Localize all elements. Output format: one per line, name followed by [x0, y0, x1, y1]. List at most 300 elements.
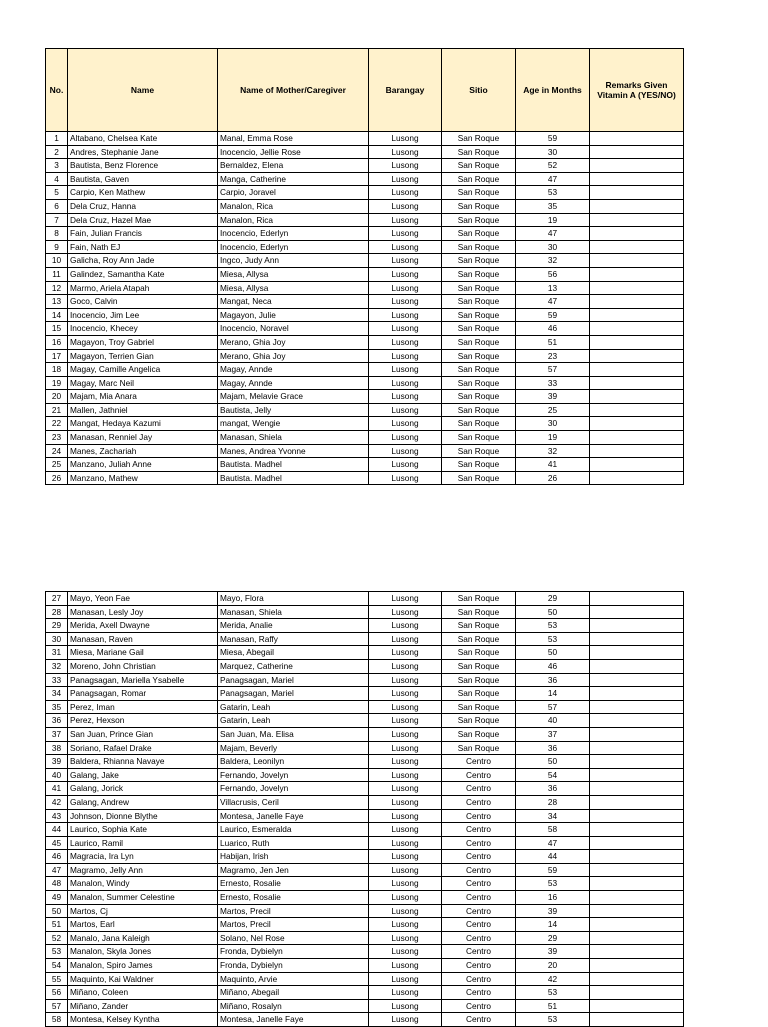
cell-sitio: Centro [442, 999, 516, 1013]
cell-remarks [590, 877, 684, 891]
cell-sitio: Centro [442, 809, 516, 823]
cell-age-months: 32 [516, 254, 590, 268]
cell-mother-caregiver: Merida, Analie [218, 619, 369, 633]
cell-sitio: Centro [442, 768, 516, 782]
cell-sitio: Centro [442, 972, 516, 986]
cell-age-months: 47 [516, 836, 590, 850]
cell-sitio: San Roque [442, 281, 516, 295]
cell-mother-caregiver: Manga, Catherine [218, 172, 369, 186]
cell-mother-caregiver: Ernesto, Rosalie [218, 877, 369, 891]
cell-no: 51 [46, 918, 68, 932]
table-row [46, 267, 684, 281]
cell-no: 5 [46, 186, 68, 200]
cell-barangay: Lusong [369, 795, 442, 809]
cell-age-months: 53 [516, 1013, 590, 1027]
cell-name: Martos, Cj [68, 904, 218, 918]
cell-no: 49 [46, 891, 68, 905]
cell-mother-caregiver: Manalon, Rica [218, 213, 369, 227]
cell-age-months: 47 [516, 295, 590, 309]
table-row [46, 646, 684, 660]
cell-remarks [590, 605, 684, 619]
cell-name: Manalo, Jana Kaleigh [68, 931, 218, 945]
cell-no: 46 [46, 850, 68, 864]
cell-name: Magayon, Troy Gabriel [68, 335, 218, 349]
header-age-in-months: Age in Months [516, 49, 590, 132]
cell-sitio: Centro [442, 755, 516, 769]
cell-no: 31 [46, 646, 68, 660]
cell-mother-caregiver: Panagsagan, Mariel [218, 687, 369, 701]
cell-age-months: 30 [516, 240, 590, 254]
cell-sitio: San Roque [442, 199, 516, 213]
cell-name: Baldera, Rhianna Navaye [68, 755, 218, 769]
cell-age-months: 57 [516, 363, 590, 377]
cell-age-months: 30 [516, 145, 590, 159]
cell-remarks [590, 659, 684, 673]
cell-age-months: 41 [516, 458, 590, 472]
table-row [46, 619, 684, 633]
table-row [46, 403, 684, 417]
cell-remarks [590, 959, 684, 973]
cell-sitio: San Roque [442, 646, 516, 660]
cell-no: 19 [46, 376, 68, 390]
cell-barangay: Lusong [369, 931, 442, 945]
cell-mother-caregiver: Manalon, Rica [218, 199, 369, 213]
cell-no: 56 [46, 986, 68, 1000]
cell-mother-caregiver: Inocencio, Jellie Rose [218, 145, 369, 159]
cell-name: Soriano, Rafael Drake [68, 741, 218, 755]
cell-remarks [590, 823, 684, 837]
cell-age-months: 53 [516, 877, 590, 891]
cell-barangay: Lusong [369, 945, 442, 959]
cell-remarks [590, 145, 684, 159]
cell-age-months: 40 [516, 714, 590, 728]
cell-remarks [590, 755, 684, 769]
cell-no: 48 [46, 877, 68, 891]
cell-age-months: 33 [516, 376, 590, 390]
table-row [46, 376, 684, 390]
table-page-2 [45, 591, 684, 1027]
cell-barangay: Lusong [369, 335, 442, 349]
table-row [46, 836, 684, 850]
cell-remarks [590, 254, 684, 268]
cell-age-months: 32 [516, 444, 590, 458]
cell-barangay: Lusong [369, 972, 442, 986]
cell-name: Laurico, Ramil [68, 836, 218, 850]
cell-sitio: San Roque [442, 213, 516, 227]
cell-remarks [590, 417, 684, 431]
cell-remarks [590, 904, 684, 918]
cell-name: Carpio, Ken Mathew [68, 186, 218, 200]
cell-barangay: Lusong [369, 863, 442, 877]
cell-age-months: 26 [516, 471, 590, 485]
cell-barangay: Lusong [369, 659, 442, 673]
header-no: No. [46, 49, 68, 132]
cell-remarks [590, 891, 684, 905]
cell-name: Altabano, Chelsea Kate [68, 132, 218, 146]
cell-name: Goco, Calvin [68, 295, 218, 309]
cell-remarks [590, 267, 684, 281]
cell-barangay: Lusong [369, 376, 442, 390]
cell-remarks [590, 782, 684, 796]
cell-remarks [590, 727, 684, 741]
cell-sitio: San Roque [442, 687, 516, 701]
cell-no: 23 [46, 431, 68, 445]
cell-sitio: San Roque [442, 659, 516, 673]
header-row [46, 49, 684, 132]
cell-remarks [590, 687, 684, 701]
table-row [46, 809, 684, 823]
cell-name: Perez, Hexson [68, 714, 218, 728]
table-row [46, 632, 684, 646]
cell-barangay: Lusong [369, 959, 442, 973]
cell-no: 40 [46, 768, 68, 782]
cell-remarks [590, 972, 684, 986]
cell-remarks [590, 836, 684, 850]
cell-name: Mayo, Yeon Fae [68, 592, 218, 606]
cell-mother-caregiver: Manes, Andrea Yvonne [218, 444, 369, 458]
cell-remarks [590, 986, 684, 1000]
cell-no: 54 [46, 959, 68, 973]
cell-mother-caregiver: Magay, Annde [218, 363, 369, 377]
cell-age-months: 28 [516, 795, 590, 809]
cell-mother-caregiver: Miñano, Abegail [218, 986, 369, 1000]
cell-sitio: Centro [442, 904, 516, 918]
cell-age-months: 50 [516, 755, 590, 769]
cell-sitio: San Roque [442, 605, 516, 619]
cell-mother-caregiver: Baldera, Leonilyn [218, 755, 369, 769]
cell-remarks [590, 619, 684, 633]
cell-mother-caregiver: Martos, Precil [218, 904, 369, 918]
cell-remarks [590, 240, 684, 254]
table-row [46, 132, 684, 146]
cell-barangay: Lusong [369, 295, 442, 309]
cell-age-months: 53 [516, 632, 590, 646]
cell-age-months: 46 [516, 322, 590, 336]
table-row [46, 945, 684, 959]
cell-remarks [590, 673, 684, 687]
cell-barangay: Lusong [369, 632, 442, 646]
table-row [46, 687, 684, 701]
cell-name: Merida, Axell Dwayne [68, 619, 218, 633]
cell-barangay: Lusong [369, 254, 442, 268]
cell-sitio: San Roque [442, 159, 516, 173]
cell-name: Perez, Iman [68, 700, 218, 714]
cell-mother-caregiver: Magay, Annde [218, 376, 369, 390]
cell-barangay: Lusong [369, 673, 442, 687]
table-row [46, 322, 684, 336]
cell-mother-caregiver: mangat, Wengie [218, 417, 369, 431]
cell-barangay: Lusong [369, 782, 442, 796]
cell-sitio: Centro [442, 918, 516, 932]
cell-mother-caregiver: Bautista. Madhel [218, 458, 369, 472]
cell-mother-caregiver: Fernando, Jovelyn [218, 782, 369, 796]
cell-sitio: San Roque [442, 458, 516, 472]
cell-barangay: Lusong [369, 850, 442, 864]
cell-barangay: Lusong [369, 891, 442, 905]
cell-no: 29 [46, 619, 68, 633]
cell-remarks [590, 308, 684, 322]
cell-remarks [590, 295, 684, 309]
cell-name: Moreno, John Christian [68, 659, 218, 673]
table-row [46, 592, 684, 606]
cell-sitio: San Roque [442, 335, 516, 349]
cell-mother-caregiver: Fernando, Jovelyn [218, 768, 369, 782]
cell-age-months: 57 [516, 700, 590, 714]
cell-name: Johnson, Dionne Blythe [68, 809, 218, 823]
cell-barangay: Lusong [369, 471, 442, 485]
cell-remarks [590, 172, 684, 186]
cell-remarks [590, 132, 684, 146]
cell-sitio: San Roque [442, 376, 516, 390]
cell-age-months: 19 [516, 213, 590, 227]
cell-no: 58 [46, 1013, 68, 1027]
cell-sitio: San Roque [442, 240, 516, 254]
cell-no: 18 [46, 363, 68, 377]
cell-age-months: 42 [516, 972, 590, 986]
cell-barangay: Lusong [369, 999, 442, 1013]
table-row [46, 172, 684, 186]
cell-age-months: 53 [516, 186, 590, 200]
cell-name: Montesa, Kelsey Kyntha [68, 1013, 218, 1027]
cell-barangay: Lusong [369, 363, 442, 377]
cell-sitio: Centro [442, 986, 516, 1000]
cell-mother-caregiver: Luarico, Ruth [218, 836, 369, 850]
cell-sitio: San Roque [442, 186, 516, 200]
cell-name: Manasan, Lesly Joy [68, 605, 218, 619]
cell-mother-caregiver: Solano, Nel Rose [218, 931, 369, 945]
cell-barangay: Lusong [369, 687, 442, 701]
cell-mother-caregiver: Majam, Beverly [218, 741, 369, 755]
cell-no: 55 [46, 972, 68, 986]
cell-name: Galicha, Roy Ann Jade [68, 254, 218, 268]
cell-remarks [590, 186, 684, 200]
cell-age-months: 23 [516, 349, 590, 363]
cell-mother-caregiver: Miesa, Allysa [218, 281, 369, 295]
cell-age-months: 53 [516, 619, 590, 633]
cell-barangay: Lusong [369, 132, 442, 146]
cell-remarks [590, 918, 684, 932]
cell-mother-caregiver: Marquez, Catherine [218, 659, 369, 673]
cell-no: 28 [46, 605, 68, 619]
cell-name: Galang, Andrew [68, 795, 218, 809]
cell-mother-caregiver: Habijan, Irish [218, 850, 369, 864]
table-row [46, 931, 684, 945]
cell-mother-caregiver: Merano, Ghia Joy [218, 335, 369, 349]
cell-no: 42 [46, 795, 68, 809]
cell-sitio: Centro [442, 945, 516, 959]
cell-barangay: Lusong [369, 145, 442, 159]
cell-remarks [590, 768, 684, 782]
cell-no: 14 [46, 308, 68, 322]
cell-barangay: Lusong [369, 755, 442, 769]
table-row [46, 240, 684, 254]
cell-age-months: 29 [516, 592, 590, 606]
cell-sitio: San Roque [442, 592, 516, 606]
cell-mother-caregiver: Manasan, Shiela [218, 431, 369, 445]
cell-no: 17 [46, 349, 68, 363]
cell-no: 1 [46, 132, 68, 146]
cell-sitio: Centro [442, 795, 516, 809]
cell-no: 12 [46, 281, 68, 295]
cell-no: 34 [46, 687, 68, 701]
cell-name: Magramo, Jelly Ann [68, 863, 218, 877]
cell-remarks [590, 646, 684, 660]
cell-no: 6 [46, 199, 68, 213]
cell-remarks [590, 809, 684, 823]
cell-mother-caregiver: Villacrusis, Ceril [218, 795, 369, 809]
cell-sitio: San Roque [442, 431, 516, 445]
table-row [46, 458, 684, 472]
cell-mother-caregiver: San Juan, Ma. Elisa [218, 727, 369, 741]
cell-name: Manalon, Windy [68, 877, 218, 891]
cell-barangay: Lusong [369, 159, 442, 173]
cell-no: 37 [46, 727, 68, 741]
cell-age-months: 58 [516, 823, 590, 837]
cell-mother-caregiver: Ingco, Judy Ann [218, 254, 369, 268]
cell-sitio: San Roque [442, 349, 516, 363]
cell-mother-caregiver: Bautista, Jelly [218, 403, 369, 417]
cell-name: Manalon, Summer Celestine [68, 891, 218, 905]
cell-sitio: Centro [442, 891, 516, 905]
cell-name: Manzano, Juliah Anne [68, 458, 218, 472]
cell-age-months: 50 [516, 605, 590, 619]
table-row [46, 145, 684, 159]
cell-remarks [590, 863, 684, 877]
cell-sitio: San Roque [442, 403, 516, 417]
cell-sitio: San Roque [442, 267, 516, 281]
cell-no: 35 [46, 700, 68, 714]
cell-name: Laurico, Sophia Kate [68, 823, 218, 837]
cell-remarks [590, 199, 684, 213]
cell-age-months: 51 [516, 335, 590, 349]
cell-sitio: San Roque [442, 145, 516, 159]
table-row [46, 714, 684, 728]
cell-remarks [590, 335, 684, 349]
cell-remarks [590, 471, 684, 485]
cell-no: 7 [46, 213, 68, 227]
cell-no: 39 [46, 755, 68, 769]
cell-sitio: Centro [442, 836, 516, 850]
cell-sitio: San Roque [442, 619, 516, 633]
cell-no: 4 [46, 172, 68, 186]
cell-name: Mangat, Hedaya Kazumi [68, 417, 218, 431]
table-row [46, 363, 684, 377]
table-row [46, 972, 684, 986]
cell-age-months: 52 [516, 159, 590, 173]
cell-remarks [590, 213, 684, 227]
cell-age-months: 16 [516, 891, 590, 905]
cell-name: Maquinto, Kai Waldner [68, 972, 218, 986]
cell-remarks [590, 945, 684, 959]
cell-sitio: Centro [442, 823, 516, 837]
cell-age-months: 46 [516, 659, 590, 673]
table-body-page-1 [46, 132, 684, 485]
cell-barangay: Lusong [369, 186, 442, 200]
cell-mother-caregiver: Magramo, Jen Jen [218, 863, 369, 877]
table-row [46, 213, 684, 227]
cell-age-months: 19 [516, 431, 590, 445]
cell-name: Fain, Nath EJ [68, 240, 218, 254]
cell-no: 33 [46, 673, 68, 687]
cell-mother-caregiver: Inocencio, Noravel [218, 322, 369, 336]
header-sitio: Sitio [442, 49, 516, 132]
cell-no: 11 [46, 267, 68, 281]
cell-age-months: 50 [516, 646, 590, 660]
table-row [46, 850, 684, 864]
cell-name: Dela Cruz, Hanna [68, 199, 218, 213]
cell-age-months: 56 [516, 267, 590, 281]
cell-name: Panagsagan, Romar [68, 687, 218, 701]
cell-mother-caregiver: Laurico, Esmeralda [218, 823, 369, 837]
cell-barangay: Lusong [369, 646, 442, 660]
cell-barangay: Lusong [369, 768, 442, 782]
cell-no: 45 [46, 836, 68, 850]
cell-remarks [590, 632, 684, 646]
table-row [46, 782, 684, 796]
cell-mother-caregiver: Ernesto, Rosalie [218, 891, 369, 905]
table-row [46, 431, 684, 445]
cell-no: 10 [46, 254, 68, 268]
cell-age-months: 13 [516, 281, 590, 295]
cell-barangay: Lusong [369, 458, 442, 472]
cell-sitio: San Roque [442, 295, 516, 309]
cell-no: 57 [46, 999, 68, 1013]
header-name: Name [68, 49, 218, 132]
cell-remarks [590, 227, 684, 241]
table-row [46, 295, 684, 309]
table-row [46, 281, 684, 295]
cell-age-months: 36 [516, 782, 590, 796]
header-remarks: Remarks Given Vitamin A (YES/NO) [590, 49, 684, 132]
cell-sitio: Centro [442, 850, 516, 864]
cell-barangay: Lusong [369, 349, 442, 363]
cell-name: Miesa, Mariane Gail [68, 646, 218, 660]
cell-no: 53 [46, 945, 68, 959]
cell-age-months: 14 [516, 687, 590, 701]
cell-name: Manalon, Spiro James [68, 959, 218, 973]
cell-age-months: 39 [516, 904, 590, 918]
cell-sitio: San Roque [442, 363, 516, 377]
cell-barangay: Lusong [369, 308, 442, 322]
cell-name: Galindez, Samantha Kate [68, 267, 218, 281]
cell-sitio: San Roque [442, 444, 516, 458]
table-body-page-2 [46, 592, 684, 1027]
table-row [46, 700, 684, 714]
cell-name: Magay, Camille Angelica [68, 363, 218, 377]
cell-barangay: Lusong [369, 227, 442, 241]
cell-mother-caregiver: Merano, Ghia Joy [218, 349, 369, 363]
table-row [46, 1013, 684, 1027]
cell-barangay: Lusong [369, 417, 442, 431]
cell-no: 47 [46, 863, 68, 877]
cell-remarks [590, 741, 684, 755]
cell-age-months: 39 [516, 945, 590, 959]
cell-mother-caregiver: Montesa, Janelle Faye [218, 1013, 369, 1027]
cell-mother-caregiver: Majam, Melavie Grace [218, 390, 369, 404]
cell-barangay: Lusong [369, 809, 442, 823]
cell-barangay: Lusong [369, 700, 442, 714]
cell-remarks [590, 931, 684, 945]
cell-name: Fain, Julian Francis [68, 227, 218, 241]
cell-mother-caregiver: Montesa, Janelle Faye [218, 809, 369, 823]
cell-no: 44 [46, 823, 68, 837]
cell-barangay: Lusong [369, 444, 442, 458]
cell-age-months: 35 [516, 199, 590, 213]
header-mother-caregiver: Name of Mother/Caregiver [218, 49, 369, 132]
table-row [46, 918, 684, 932]
cell-barangay: Lusong [369, 605, 442, 619]
table-page-1 [45, 48, 684, 485]
